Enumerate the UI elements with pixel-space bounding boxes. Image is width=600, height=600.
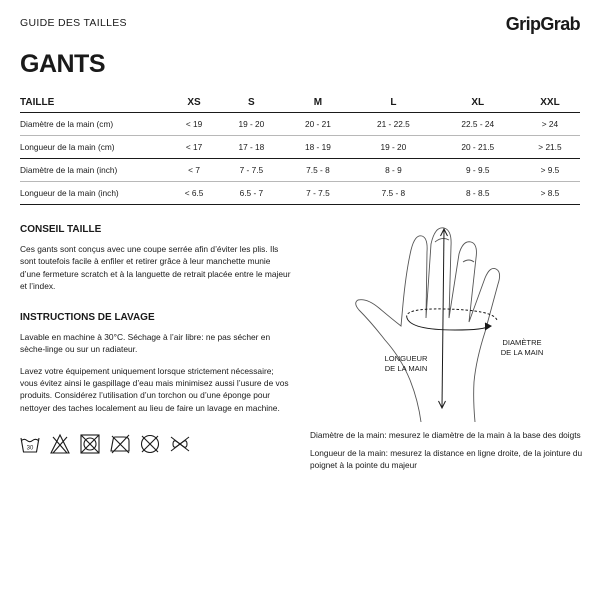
table-row — [20, 113, 580, 136]
guide-label: GUIDE DES TAILLES — [20, 17, 127, 29]
no-bleach-icon — [51, 435, 69, 453]
wash-temperature: 30 — [26, 445, 34, 452]
diameter-label-line1: DIAMÈTRE — [502, 338, 542, 347]
hand-outline — [356, 228, 500, 422]
length-note: Longueur de la main: mesurez la distance en ligne droite, de la jointure du poignet à la pointe du majeur — [310, 447, 583, 470]
table-cell: 7 - 7.5 — [218, 159, 285, 182]
diameter-ellipse — [407, 309, 497, 330]
table-cell: < 6.5 — [170, 182, 218, 205]
column-header: XXL — [520, 92, 580, 113]
table-cell: 7.5 - 8 — [285, 159, 352, 182]
length-label — [370, 354, 442, 374]
no-dry-clean-icon — [142, 436, 159, 453]
length-label-line2: DE LA MAIN — [384, 364, 428, 373]
table-cell: < 19 — [170, 113, 218, 136]
hand-measurement-diagram — [345, 222, 545, 432]
column-header: M — [285, 92, 352, 113]
diameter-label-line2: DE LA MAIN — [500, 348, 544, 357]
washing-advice-text: Lavez votre équipement uniquement lorsque strictement nécessaire; vous évitez ainsi le gaspillage d’eau mais minimisez aussi l’usure de vos produits. Considérez l’utilisation d’un torchon ou d’une éponge pour nettoyer des taches localement au lieu de faire un lavage en machine. — [20, 365, 289, 413]
column-header: XS — [170, 92, 218, 113]
table-cell: < 17 — [170, 136, 218, 159]
table-cell: 18 - 19 — [285, 136, 352, 159]
table-cell: 22.5 - 24 — [436, 113, 520, 136]
no-tumble-dry-icon — [81, 435, 99, 453]
no-iron-icon — [111, 435, 129, 453]
fingertip-fold — [435, 238, 449, 242]
table-cell: 8 - 8.5 — [436, 182, 520, 205]
page-title: GANTS — [20, 50, 105, 78]
size-table — [20, 92, 580, 205]
column-header: L — [351, 92, 435, 113]
wash-30-icon — [21, 438, 39, 452]
brand-logo: GripGrab — [505, 14, 580, 34]
no-wring-icon — [171, 437, 189, 451]
washing-title: INSTRUCTIONS DE LAVAGE — [20, 312, 155, 324]
info-column — [20, 224, 292, 414]
size-advice-title: CONSEIL TAILLE — [20, 224, 102, 235]
finger-crease — [463, 260, 474, 262]
table-cell: 9 - 9.5 — [436, 159, 520, 182]
table-cell: 20 - 21.5 — [436, 136, 520, 159]
table-row — [20, 182, 580, 205]
length-label-line1: LONGUEUR — [384, 354, 428, 363]
measurement-notes — [310, 430, 586, 471]
column-header: XL — [436, 92, 520, 113]
diameter-label — [490, 338, 554, 358]
row-label: Longueur de la main (cm) — [20, 136, 170, 159]
table-cell: 21 - 22.5 — [351, 113, 435, 136]
row-label: Diamètre de la main (cm) — [20, 113, 170, 136]
column-header: TAILLE — [20, 92, 170, 113]
table-cell: > 24 — [520, 113, 580, 136]
table-cell: < 7 — [170, 159, 218, 182]
row-label: Diamètre de la main (inch) — [20, 159, 170, 182]
table-cell: 7 - 7.5 — [285, 182, 352, 205]
table-cell: 19 - 20 — [351, 136, 435, 159]
table-cell: > 8.5 — [520, 182, 580, 205]
length-arrow — [439, 229, 448, 408]
diameter-note: Diamètre de la main: mesurez le diamètre de la main à la base des doigts — [310, 430, 581, 440]
column-header: S — [218, 92, 285, 113]
size-advice-text: Ces gants sont conçus avec une coupe serrée afin d’éviter les plis. Ils sont toutefois facile à enfiler et retirer grâce à leur manchette munie d’une fermeture scratch et à la languette de retrait placée entre le majeur et l’index. — [20, 244, 291, 291]
table-cell: 17 - 18 — [218, 136, 285, 159]
washing-text: Lavable en machine à 30°C. Séchage à l’air libre: ne pas sécher en sèche-linge ou sur un radiateur. — [20, 332, 271, 355]
table-cell: 19 - 20 — [218, 113, 285, 136]
table-cell: > 9.5 — [520, 159, 580, 182]
table-row — [20, 159, 580, 182]
table-cell: > 21.5 — [520, 136, 580, 159]
row-label: Longueur de la main (inch) — [20, 182, 170, 205]
table-cell: 6.5 - 7 — [218, 182, 285, 205]
table-cell: 8 - 9 — [351, 159, 435, 182]
table-cell: 7.5 - 8 — [351, 182, 435, 205]
size-table-header — [20, 92, 580, 113]
care-icons — [20, 432, 200, 458]
table-row — [20, 136, 580, 159]
table-cell: 20 - 21 — [285, 113, 352, 136]
